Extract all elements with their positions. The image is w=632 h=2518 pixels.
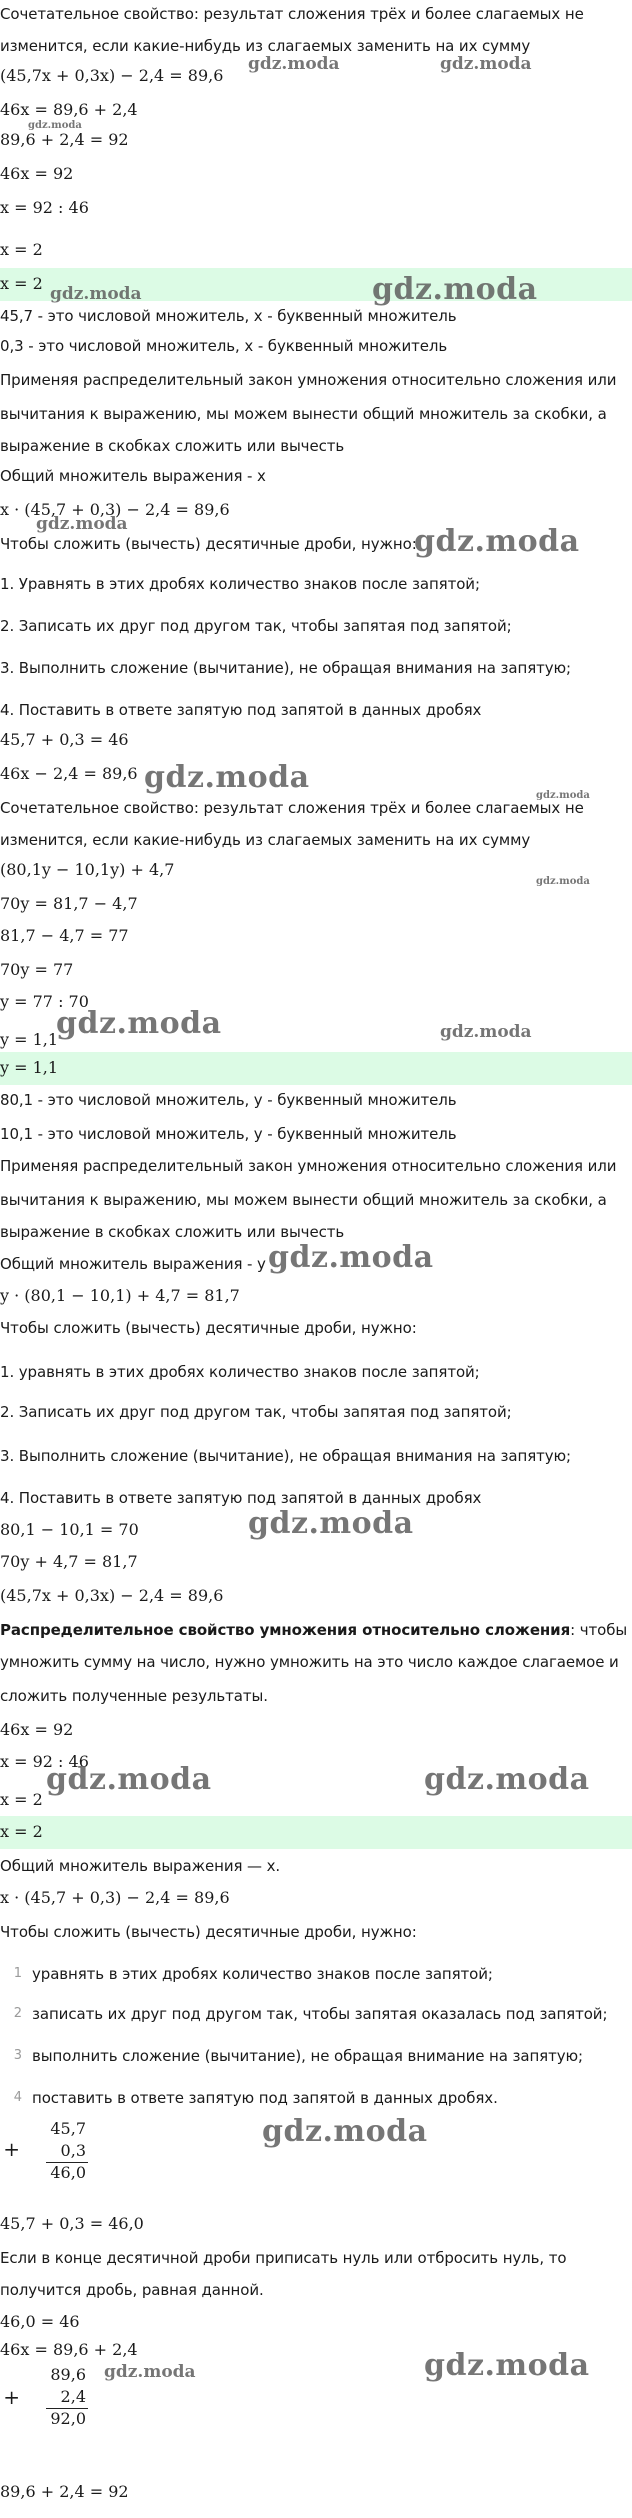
text-line: выражение в скобках сложить или вычесть <box>0 437 345 455</box>
text-line: 80,1 - это числовой множитель, y - буквенный множитель <box>0 1091 457 1109</box>
rule-step: 3. Выполнить сложение (вычитание), не обращая внимания на запятую; <box>0 659 572 677</box>
step-text: выполнить сложение (вычитание), не обращая внимание на запятую; <box>32 2047 583 2065</box>
watermark-logo: gdz.moda <box>46 1762 212 1797</box>
sum: 46,0 <box>50 2163 86 2182</box>
equation: 81,7 − 4,7 = 77 <box>0 926 129 945</box>
step-text: поставить в ответе запятую под запятой в данных дробях. <box>32 2089 498 2107</box>
watermark-logo: gdz.moda <box>248 54 340 74</box>
equation: x · (45,7 + 0,3) − 2,4 = 89,6 <box>0 1888 230 1907</box>
text-line: Общий множитель выражения — x. <box>0 1857 281 1875</box>
watermark-logo: gdz.moda <box>268 1240 434 1275</box>
step-number: 2 <box>13 2006 22 2021</box>
text-line: вычитания к выражению, мы можем вынести общий множитель за скобки, а <box>0 1191 607 1209</box>
watermark-logo: gdz.moda <box>424 2348 590 2383</box>
answer: y = 1,1 <box>0 1058 59 1077</box>
bold-term: Распределительное свойство умножения относительно сложения <box>0 1621 571 1639</box>
equation: 70y + 4,7 = 81,7 <box>0 1552 138 1571</box>
text-line: Общий множитель выражения - x <box>0 467 266 485</box>
step-text: уравнять в этих дробях количество знаков после запятой; <box>32 1965 493 1983</box>
equation: 45,7 + 0,3 = 46 <box>0 730 129 749</box>
answer: x = 2 <box>0 1822 43 1841</box>
text-line: умножить сумму на число, нужно умножить на это число каждое слагаемое и <box>0 1653 619 1671</box>
rule-step: 2. Записать их друг под другом так, чтобы запятая под запятой; <box>0 1403 512 1421</box>
equation: 45,7 + 0,3 = 46,0 <box>0 2214 144 2233</box>
rule-step: 1. Уравнять в этих дробях количество знаков после запятой; <box>0 575 480 593</box>
equation: 46x = 89,6 + 2,4 <box>0 2340 138 2359</box>
text-line: 45,7 - это числовой множитель, x - буквенный множитель <box>0 307 457 325</box>
equation: 46,0 = 46 <box>0 2312 80 2331</box>
rule-step: 2. Записать их друг под другом так, чтобы запятая под запятой; <box>0 617 512 635</box>
rule-step: 1. уравнять в этих дробях количество знаков после запятой; <box>0 1363 480 1381</box>
rule-step: 4. Поставить в ответе запятую под запятой в данных дробях <box>0 701 482 719</box>
text-line: Если в конце десятичной дроби приписать нуль или отбросить нуль, то <box>0 2249 567 2267</box>
equation: 89,6 + 2,4 = 92 <box>0 130 129 149</box>
text-line <box>0 1620 632 1640</box>
watermark-logo: gdz.moda <box>50 284 142 304</box>
watermark-logo: gdz.moda <box>248 1506 414 1541</box>
equation: 46x = 92 <box>0 1720 74 1739</box>
addend: 45,7 <box>50 2119 86 2138</box>
equation: (45,7x + 0,3x) − 2,4 = 89,6 <box>0 1586 224 1605</box>
text-line: получится дробь, равная данной. <box>0 2281 264 2299</box>
addend: 0,3 <box>60 2141 86 2160</box>
text-line: Чтобы сложить (вычесть) десятичные дроби, нужно: <box>0 1319 417 1337</box>
text-line: 0,3 - это числовой множитель, x - буквенный множитель <box>0 337 448 355</box>
text-line: выражение в скобках сложить или вычесть <box>0 1223 345 1241</box>
watermark-logo: gdz.moda <box>424 1762 590 1797</box>
text-line: 10,1 - это числовой множитель, y - буквенный множитель <box>0 1125 457 1143</box>
text-line: изменится, если какие-нибудь из слагаемых заменить на их сумму <box>0 831 531 849</box>
equation: 89,6 + 2,4 = 92 <box>0 2482 129 2501</box>
equation: (45,7x + 0,3x) − 2,4 = 89,6 <box>0 66 224 85</box>
text-line: Сочетательное свойство: результат сложения трёх и более слагаемых не <box>0 5 584 23</box>
text-fragment: : чтобы <box>570 1621 628 1639</box>
equation: x · (45,7 + 0,3) − 2,4 = 89,6 <box>0 500 230 519</box>
text-line: Общий множитель выражения - y <box>0 1255 266 1273</box>
plus-sign: + <box>3 2385 20 2409</box>
equation: y · (80,1 − 10,1) + 4,7 = 81,7 <box>0 1286 240 1305</box>
watermark-logo: gdz.moda <box>28 120 82 131</box>
text-line: Чтобы сложить (вычесть) десятичные дроби, нужно: <box>0 535 417 553</box>
equation: x = 92 : 46 <box>0 1752 89 1771</box>
watermark-logo: gdz.moda <box>440 54 532 74</box>
equation: x = 92 : 46 <box>0 198 89 217</box>
step-text: записать их друг под другом так, чтобы запятая оказалась под запятой; <box>32 2005 608 2023</box>
equation: 46x − 2,4 = 89,6 <box>0 764 138 783</box>
sum: 92,0 <box>50 2409 86 2428</box>
equation: x = 2 <box>0 1790 43 1809</box>
watermark-logo: gdz.moda <box>262 2114 428 2149</box>
watermark-logo: gdz.moda <box>440 1022 532 1042</box>
rule-step: 3. Выполнить сложение (вычитание), не обращая внимания на запятую; <box>0 1447 572 1465</box>
watermark-logo: gdz.moda <box>536 876 590 887</box>
equation: y = 77 : 70 <box>0 992 89 1011</box>
equation: x = 2 <box>0 240 43 259</box>
step-number: 3 <box>13 2048 22 2063</box>
addend: 2,4 <box>60 2387 86 2406</box>
text-line: Применяя распределительный закон умножения относительно сложения или <box>0 1157 617 1175</box>
step-number: 4 <box>13 2090 22 2105</box>
equation: 80,1 − 10,1 = 70 <box>0 1520 139 1539</box>
rule-step: 4. Поставить в ответе запятую под запятой в данных дробях <box>0 1489 482 1507</box>
watermark-logo: gdz.moda <box>104 2362 196 2382</box>
answer: x = 2 <box>0 274 43 293</box>
watermark-logo: gdz.moda <box>144 760 310 795</box>
watermark-logo: gdz.moda <box>56 1006 222 1041</box>
watermark-logo: gdz.moda <box>536 790 590 801</box>
text-line: Чтобы сложить (вычесть) десятичные дроби, нужно: <box>0 1923 417 1941</box>
equation: 70y = 81,7 − 4,7 <box>0 894 138 913</box>
text-line: изменится, если какие-нибудь из слагаемых заменить на их сумму <box>0 37 531 55</box>
equation: (80,1y − 10,1y) + 4,7 <box>0 860 175 879</box>
plus-sign: + <box>3 2137 20 2161</box>
equation: 70y = 77 <box>0 960 74 979</box>
watermark-logo: gdz.moda <box>36 514 128 534</box>
text-line: сложить полученные результаты. <box>0 1687 268 1705</box>
text-line: Применяя распределительный закон умножения относительно сложения или <box>0 371 617 389</box>
equation: 46x = 89,6 + 2,4 <box>0 100 138 119</box>
equation: 46x = 92 <box>0 164 74 183</box>
text-line: Сочетательное свойство: результат сложения трёх и более слагаемых не <box>0 799 584 817</box>
watermark-logo: gdz.moda <box>372 272 538 307</box>
step-number: 1 <box>13 1966 22 1981</box>
text-line: вычитания к выражению, мы можем вынести общий множитель за скобки, а <box>0 405 607 423</box>
watermark-logo: gdz.moda <box>414 524 580 559</box>
equation: y = 1,1 <box>0 1030 59 1049</box>
addend: 89,6 <box>50 2365 86 2384</box>
